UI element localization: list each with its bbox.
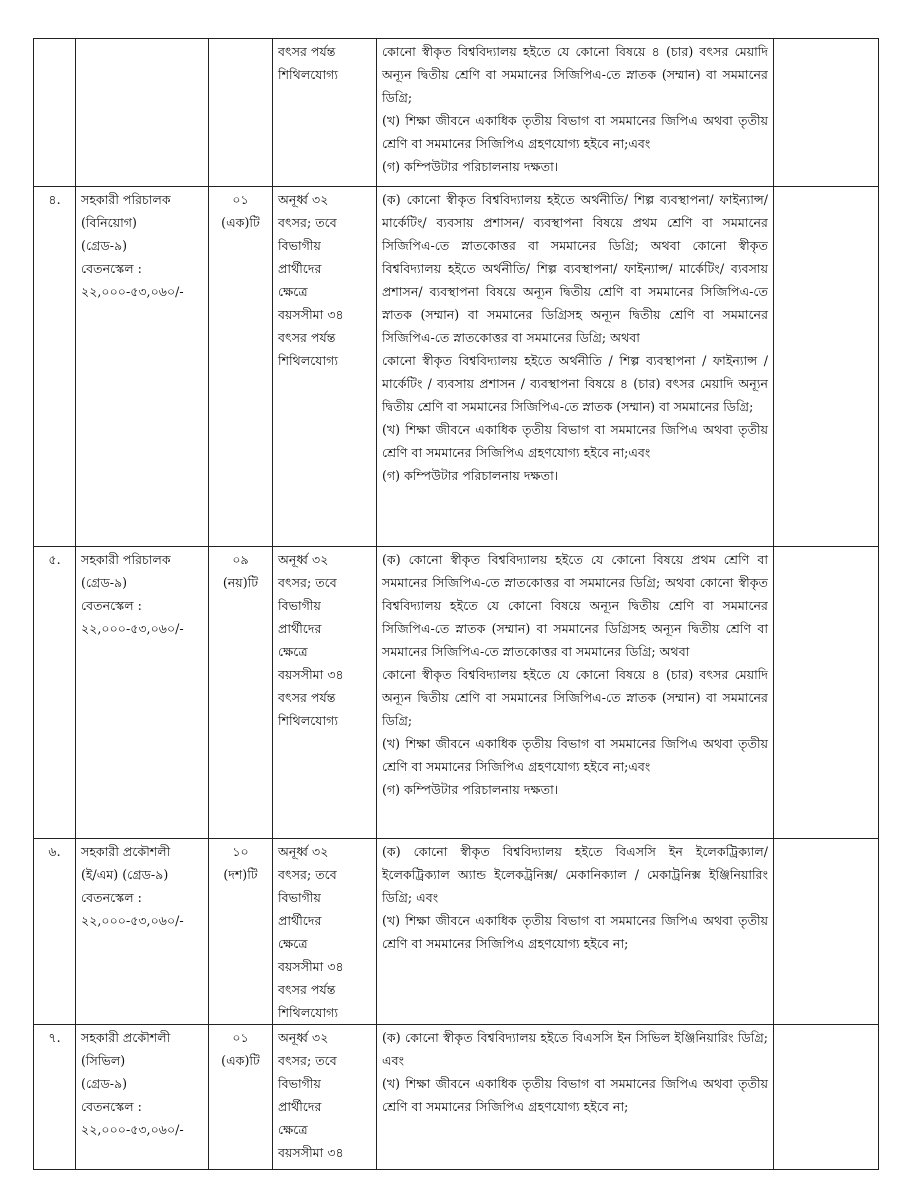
remarks-cell bbox=[774, 839, 879, 1025]
post-name-line: (গ্রেড-৯) bbox=[81, 1076, 128, 1091]
age-limit-line: বিভাগীয় bbox=[278, 1076, 321, 1091]
post-cell bbox=[76, 839, 209, 1025]
age-limit-line: ক্ষেত্রে bbox=[278, 284, 308, 299]
remarks-cell bbox=[774, 187, 879, 547]
age-limit-line: প্রার্থীদের bbox=[278, 261, 322, 276]
vacancy-count-line: (নয়)টি bbox=[222, 575, 259, 590]
post-name-line: সহকারী পরিচালক bbox=[81, 552, 171, 567]
post-name-line: বেতনস্কেল : bbox=[81, 598, 142, 613]
table-row bbox=[34, 39, 879, 187]
age-limit-line: ক্ষেত্রে bbox=[278, 936, 308, 951]
remarks-cell bbox=[774, 1025, 879, 1170]
age-limit-line: বৎসর; তবে bbox=[278, 867, 337, 882]
serial-number: ৭. bbox=[34, 1025, 76, 1170]
qual-cell bbox=[377, 547, 774, 839]
age-limit-line: শিথিলযোগ্য bbox=[278, 67, 339, 82]
post-name-line: সহকারী প্রকৌশলী bbox=[81, 844, 171, 859]
post-name-line: বেতনস্কেল : bbox=[81, 1099, 142, 1114]
table-row bbox=[34, 547, 879, 839]
post-cell bbox=[76, 39, 209, 187]
qualification-paragraph: (খ) শিক্ষা জীবনে একাধিক তৃতীয় বিভাগ বা সমমানের জিপিএ অথবা তৃতীয় শ্রেণি বা সমমানের সিজিপিএ গ্রহণযোগ্য হইবে না;এবং bbox=[382, 113, 768, 151]
age-limit-line: বৎসর পর্যন্ত bbox=[278, 982, 336, 997]
serial-number bbox=[34, 39, 76, 187]
age-limit-line: প্রার্থীদের bbox=[278, 1099, 322, 1114]
qualification-paragraph: (গ) কম্পিউটার পরিচালনায় দক্ষতা। bbox=[382, 159, 559, 174]
qualification-paragraph: (ক) কোনো স্বীকৃত বিশ্ববিদ্যালয় হইতে অর্থনীতি/ শিল্প ব্যবস্থাপনা/ ফাইন্যান্স/ মার্কেটিং/ ব্যবসায় প্রশাসন/ ব্যবস্থাপনা বিষয়ে প্রথম শ্রেণি বা সমমানের সিজিপিএ-তে স্নাতকোত্তর বা সমমানের ডিগ্রি; অথবা কোনো স্বীকৃত বিশ্ববিদ্যালয় হইতে অর্থনীতি/ শিল্প ব্যবস্থাপনা/ ফাইন্যান্স/ মার্কেটিং/ ব্যবসায় প্রশাসন/ ব্যবস্থাপনা বিষয়ে অন্যূন দ্বিতীয় শ্রেণি বা সমমানের সিজিপিএ-তে স্নাতক (সম্মান) বা সমমানের ডিগ্রিসহ অন্যূন দ্বিতীয় শ্রেণি বা সমমানের সিজিপিএ-তে স্নাতকোত্তর বা সমমানের ডিগ্রি; অথবা bbox=[382, 192, 768, 345]
post-name-line: (সিভিল) bbox=[81, 1053, 126, 1068]
qualification-paragraph: (ক) কোনো স্বীকৃত বিশ্ববিদ্যালয় হইতে যে কোনো বিষয়ে প্রথম শ্রেণি বা সমমানের সিজিপিএ-তে স্নাতকোত্তর বা সমমানের ডিগ্রি; অথবা কোনো স্বীকৃত বিশ্ববিদ্যালয় হইতে যে কোনো বিষয়ে অন্যূন দ্বিতীয় শ্রেণি বা সমমানের সিজিপিএ-তে স্নাতক (সম্মান) বা সমমানের ডিগ্রিসহ অন্যূন দ্বিতীয় শ্রেণি বা সমমানের সিজিপিএ-তে স্নাতকোত্তর বা সমমানের ডিগ্রি; অথবা bbox=[382, 552, 768, 659]
age-cell bbox=[273, 187, 377, 547]
vacancy-count-line: (এক)টি bbox=[221, 1053, 260, 1068]
num-cell bbox=[209, 187, 273, 547]
table-row bbox=[34, 1025, 879, 1170]
table-row bbox=[34, 839, 879, 1025]
qualification-paragraph: (ক) কোনো স্বীকৃত বিশ্ববিদ্যালয় হইতে বিএসসি ইন সিভিল ইঞ্জিনিয়ারিং ডিগ্রি; এবং bbox=[382, 1030, 768, 1068]
age-limit-line: প্রার্থীদের bbox=[278, 621, 322, 636]
serial-number: ৪. bbox=[34, 187, 76, 547]
post-name-line: ২২,০০০-৫৩,০৬০/- bbox=[81, 284, 184, 299]
post-cell bbox=[76, 1025, 209, 1170]
vacancy-count-line: ০১ bbox=[232, 1030, 249, 1045]
post-cell bbox=[76, 187, 209, 547]
qualification-paragraph: কোনো স্বীকৃত বিশ্ববিদ্যালয় হইতে যে কোনো বিষয়ে ৪ (চার) বৎসর মেয়াদি অন্যূন দ্বিতীয় শ্রেণি বা সমমানের সিজিপিএ-তে স্নাতক (সম্মান) বা সমমানের ডিগ্রি; bbox=[382, 667, 768, 728]
num-cell bbox=[209, 839, 273, 1025]
post-name-line: ২২,০০০-৫৩,০৬০/- bbox=[81, 621, 184, 636]
qual-cell bbox=[377, 839, 774, 1025]
post-name-line: (গ্রেড-৯) bbox=[81, 238, 128, 253]
qualification-paragraph: (গ) কম্পিউটার পরিচালনায় দক্ষতা। bbox=[382, 468, 559, 483]
qualification-paragraph: (খ) শিক্ষা জীবনে একাধিক তৃতীয় বিভাগ বা সমমানের জিপিএ অথবা তৃতীয় শ্রেণি বা সমমানের সিজিপিএ গ্রহণযোগ্য হইবে না; bbox=[382, 1076, 768, 1114]
qualification-paragraph: (ক) কোনো স্বীকৃত বিশ্ববিদ্যালয় হইতে বিএসসি ইন ইলেকট্রিক্যাল/ ইলেকট্রিক্যাল অ্যান্ড ইলেকট্রনিক্স/ মেকানিক্যাল / মেকাট্রনিক্স ইঞ্জিনিয়ারিং ডিগ্রি; এবং bbox=[382, 844, 768, 905]
age-limit-line: ক্ষেত্রে bbox=[278, 1122, 308, 1137]
age-limit-line: অনূর্ধ্ব ৩২ bbox=[278, 844, 329, 859]
num-cell bbox=[209, 1025, 273, 1170]
vacancy-count-line: ০১ bbox=[232, 192, 249, 207]
age-cell bbox=[273, 39, 377, 187]
age-limit-line: বিভাগীয় bbox=[278, 238, 321, 253]
age-limit-line: ক্ষেত্রে bbox=[278, 644, 308, 659]
age-limit-line: বয়সসীমা ৩৪ bbox=[278, 667, 344, 682]
age-limit-line: অনূর্ধ্ব ৩২ bbox=[278, 552, 329, 567]
age-limit-line: শিথিলযোগ্য bbox=[278, 713, 339, 728]
post-name-line: (গ্রেড-৯) bbox=[81, 575, 128, 590]
age-limit-line: শিথিলযোগ্য bbox=[278, 1005, 339, 1020]
age-cell bbox=[273, 839, 377, 1025]
qual-cell bbox=[377, 1025, 774, 1170]
age-limit-line: বয়সসীমা ৩৪ bbox=[278, 1145, 344, 1160]
age-limit-line: অনূর্ধ্ব ৩২ bbox=[278, 1030, 329, 1045]
age-limit-line: অনূর্ধ্ব ৩২ bbox=[278, 192, 329, 207]
remarks-cell bbox=[774, 39, 879, 187]
post-name-line: (বিনিয়োগ) bbox=[81, 215, 137, 230]
post-cell bbox=[76, 547, 209, 839]
qualification-paragraph: কোনো স্বীকৃত বিশ্ববিদ্যালয় হইতে যে কোনো বিষয়ে ৪ (চার) বৎসর মেয়াদি অন্যূন দ্বিতীয় শ্রেণি বা সমমানের সিজিপিএ-তে স্নাতক (সম্মান) বা সমমানের ডিগ্রি; bbox=[382, 44, 768, 105]
table-row bbox=[34, 187, 879, 547]
age-limit-line: বৎসর; তবে bbox=[278, 1053, 337, 1068]
qualification-paragraph: (গ) কম্পিউটার পরিচালনায় দক্ষতা। bbox=[382, 782, 559, 797]
age-limit-line: বৎসর পর্যন্ত bbox=[278, 330, 336, 345]
age-limit-line: বৎসর পর্যন্ত bbox=[278, 44, 336, 59]
vacancy-count-line: ১০ bbox=[232, 844, 249, 859]
qualification-paragraph: কোনো স্বীকৃত বিশ্ববিদ্যালয় হইতে অর্থনীতি / শিল্প ব্যবস্থাপনা / ফাইন্যান্স / মার্কেটিং / ব্যবসায় প্রশাসন / ব্যবস্থাপনা বিষয়ে ৪ (চার) বৎসর মেয়াদি অন্যূন দ্বিতীয় শ্রেণি বা সমমানের সিজিপিএ-তে স্নাতক (সম্মান) বা সমমানের ডিগ্রি; bbox=[382, 353, 768, 414]
qualification-paragraph: (খ) শিক্ষা জীবনে একাধিক তৃতীয় বিভাগ বা সমমানের জিপিএ অথবা তৃতীয় শ্রেণি বা সমমানের সিজিপিএ গ্রহণযোগ্য হইবে না;এবং bbox=[382, 736, 768, 774]
post-name-line: সহকারী প্রকৌশলী bbox=[81, 1030, 171, 1045]
serial-number: ৫. bbox=[34, 547, 76, 839]
post-name-line: ২২,০০০-৫৩,০৬০/- bbox=[81, 913, 184, 928]
qualification-paragraph: (খ) শিক্ষা জীবনে একাধিক তৃতীয় বিভাগ বা সমমানের জিপিএ অথবা তৃতীয় শ্রেণি বা সমমানের সিজিপিএ গ্রহণযোগ্য হইবে না; bbox=[382, 913, 768, 951]
vacancy-count-line: (এক)টি bbox=[221, 215, 260, 230]
age-limit-line: বয়সসীমা ৩৪ bbox=[278, 307, 344, 322]
vacancy-count-line: (দশ)টি bbox=[223, 867, 258, 882]
recruitment-table bbox=[33, 38, 879, 1170]
age-limit-line: বিভাগীয় bbox=[278, 598, 321, 613]
post-name-line: বেতনস্কেল : bbox=[81, 261, 142, 276]
age-limit-line: বিভাগীয় bbox=[278, 890, 321, 905]
post-name-line: (ই/এম) (গ্রেড-৯) bbox=[81, 867, 169, 882]
qual-cell bbox=[377, 187, 774, 547]
qual-cell bbox=[377, 39, 774, 187]
serial-number: ৬. bbox=[34, 839, 76, 1025]
age-limit-line: প্রার্থীদের bbox=[278, 913, 322, 928]
remarks-cell bbox=[774, 547, 879, 839]
num-cell bbox=[209, 547, 273, 839]
age-limit-line: শিথিলযোগ্য bbox=[278, 353, 339, 368]
post-name-line: সহকারী পরিচালক bbox=[81, 192, 171, 207]
table-body bbox=[34, 39, 879, 1170]
age-limit-line: বৎসর; তবে bbox=[278, 215, 337, 230]
age-cell bbox=[273, 547, 377, 839]
post-name-line: ২২,০০০-৫৩,০৬০/- bbox=[81, 1122, 184, 1137]
qualification-paragraph: (খ) শিক্ষা জীবনে একাধিক তৃতীয় বিভাগ বা সমমানের জিপিএ অথবা তৃতীয় শ্রেণি বা সমমানের সিজিপিএ গ্রহণযোগ্য হইবে না;এবং bbox=[382, 422, 768, 460]
age-limit-line: বৎসর পর্যন্ত bbox=[278, 690, 336, 705]
age-limit-line: বয়সসীমা ৩৪ bbox=[278, 959, 344, 974]
post-name-line: বেতনস্কেল : bbox=[81, 890, 142, 905]
age-limit-line: বৎসর; তবে bbox=[278, 575, 337, 590]
num-cell bbox=[209, 39, 273, 187]
age-cell bbox=[273, 1025, 377, 1170]
vacancy-count-line: ০৯ bbox=[232, 552, 249, 567]
